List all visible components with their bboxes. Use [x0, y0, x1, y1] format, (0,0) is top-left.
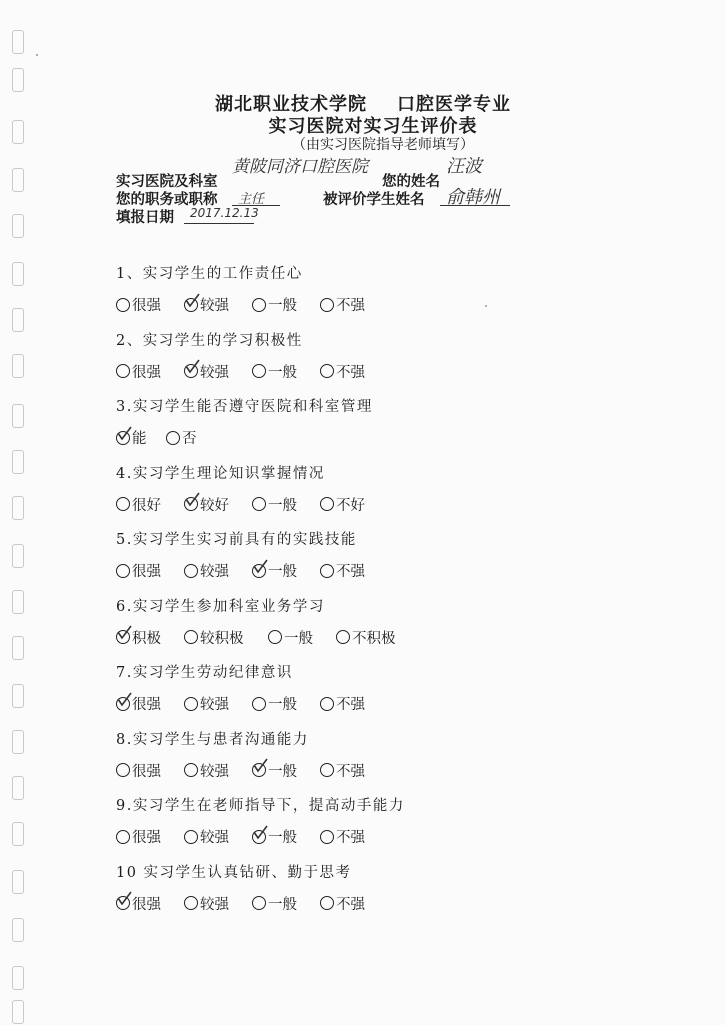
- hospital-value: 黄陂同济口腔医院: [232, 157, 368, 177]
- option-label: 一般: [268, 830, 297, 846]
- option-label: 积极: [132, 630, 161, 647]
- radio-circle[interactable]: [184, 298, 198, 312]
- binding-hole: [12, 684, 24, 708]
- binding-hole: [12, 214, 24, 238]
- option-很强[interactable]: [116, 760, 161, 781]
- checkmark-icon: [252, 758, 268, 774]
- binding-hole: [12, 450, 24, 474]
- option-不积极[interactable]: [336, 627, 396, 648]
- name-label: 您的姓名: [382, 173, 440, 190]
- date-value: 2017.12.13: [190, 206, 259, 220]
- binding-hole: [12, 822, 24, 846]
- option-一般[interactable]: [252, 893, 297, 914]
- question-label: 10 实习学生认真钻研、勤于思考: [116, 864, 352, 881]
- radio-circle[interactable]: [184, 697, 198, 711]
- student-label: 被评价学生姓名: [323, 191, 425, 208]
- option-label: 很强: [132, 697, 161, 713]
- binding-hole: [12, 636, 24, 660]
- option-label: 能: [132, 431, 147, 447]
- option-label: 较强: [200, 763, 229, 780]
- checkmark-icon: [116, 625, 132, 641]
- option-label: 较强: [200, 298, 229, 314]
- radio-circle[interactable]: [116, 763, 130, 777]
- student-value: 俞韩州: [446, 187, 500, 208]
- option-很强[interactable]: [116, 361, 161, 382]
- option-积极[interactable]: [116, 627, 161, 648]
- option-label: 较强: [200, 697, 229, 713]
- hospital-label: 实习医院及科室: [116, 173, 218, 190]
- radio-circle[interactable]: [320, 497, 334, 511]
- option-较强[interactable]: [184, 693, 229, 714]
- option-能[interactable]: [116, 427, 147, 448]
- option-一般[interactable]: [252, 361, 297, 382]
- option-label: 不强: [336, 830, 365, 846]
- student-underline: [440, 205, 510, 206]
- option-label: 较好: [200, 497, 229, 514]
- option-不强[interactable]: [320, 560, 365, 581]
- radio-circle[interactable]: [116, 564, 130, 578]
- option-label: 一般: [268, 697, 297, 713]
- binding-hole: [12, 776, 24, 800]
- question-label: 5.实习学生实习前具有的实践技能: [116, 532, 357, 548]
- radio-circle[interactable]: [184, 896, 198, 910]
- option-不强[interactable]: [320, 361, 365, 382]
- question-label: 3.实习学生能否遵守医院和科室管理: [116, 399, 373, 415]
- option-label: 不好: [336, 497, 365, 514]
- binding-hole: [12, 262, 24, 286]
- option-label: 一般: [284, 630, 313, 647]
- option-label: 很强: [132, 896, 161, 913]
- checkmark-icon: [116, 891, 132, 907]
- option-较积极[interactable]: [184, 627, 244, 648]
- name-value: 汪波: [446, 156, 482, 177]
- option-很好[interactable]: [116, 494, 161, 515]
- option-不强[interactable]: [320, 693, 365, 714]
- radio-circle[interactable]: [116, 497, 130, 511]
- radio-circle[interactable]: [184, 763, 198, 777]
- question-label: 2、实习学生的学习积极性: [116, 332, 303, 349]
- position-value: 主任: [238, 192, 265, 207]
- option-一般[interactable]: [252, 826, 297, 847]
- radio-circle[interactable]: [116, 697, 130, 711]
- radio-circle[interactable]: [252, 830, 266, 844]
- radio-circle[interactable]: [320, 763, 334, 777]
- option-较好[interactable]: [184, 494, 229, 515]
- option-label: 较强: [200, 830, 229, 846]
- option-label: 很强: [132, 364, 161, 381]
- major-name: 口腔医学专业: [397, 94, 511, 115]
- option-很强[interactable]: [116, 560, 161, 581]
- radio-circle[interactable]: [320, 564, 334, 578]
- binding-holes: [12, 30, 28, 1020]
- option-label: 不强: [336, 364, 365, 381]
- option-否[interactable]: [166, 427, 197, 448]
- binding-hole: [12, 730, 24, 754]
- question-label: 1、实习学生的工作责任心: [116, 266, 303, 282]
- binding-hole: [12, 918, 24, 942]
- option-一般[interactable]: [252, 760, 297, 781]
- radio-circle[interactable]: [116, 830, 130, 844]
- radio-circle[interactable]: [184, 364, 198, 378]
- option-很强[interactable]: [116, 294, 161, 315]
- checkmark-icon: [252, 825, 268, 841]
- option-label: 很强: [132, 298, 161, 314]
- date-underline: [184, 223, 254, 224]
- option-不强[interactable]: [320, 893, 365, 914]
- option-label: 不积极: [352, 630, 396, 647]
- option-一般[interactable]: [252, 560, 297, 581]
- radio-circle[interactable]: [252, 497, 266, 511]
- option-不好[interactable]: [320, 494, 365, 515]
- option-label: 较强: [200, 896, 229, 913]
- radio-circle[interactable]: [252, 564, 266, 578]
- option-很强[interactable]: [116, 826, 161, 847]
- radio-circle[interactable]: [252, 298, 266, 312]
- question-label: 9.实习学生在老师指导下，提高动手能力: [116, 798, 405, 814]
- speck: [36, 54, 38, 56]
- question-label: 6.实习学生参加科室业务学习: [116, 598, 325, 615]
- radio-circle[interactable]: [268, 630, 282, 644]
- radio-circle[interactable]: [320, 697, 334, 711]
- question-label: 8.实习学生与患者沟通能力: [116, 731, 309, 748]
- option-label: 较强: [200, 564, 229, 580]
- option-label: 较积极: [200, 630, 244, 647]
- binding-hole: [12, 544, 24, 568]
- question-label: 4.实习学生理论知识掌握情况: [116, 465, 325, 482]
- radio-circle[interactable]: [116, 298, 130, 312]
- radio-circle[interactable]: [252, 697, 266, 711]
- question-label: 7.实习学生劳动纪律意识: [116, 665, 293, 681]
- option-label: 很强: [132, 830, 161, 846]
- option-label: 很强: [132, 763, 161, 780]
- binding-hole: [12, 870, 24, 894]
- option-一般[interactable]: [252, 494, 297, 515]
- radio-circle[interactable]: [320, 298, 334, 312]
- option-不强[interactable]: [320, 826, 365, 847]
- option-很强[interactable]: [116, 693, 161, 714]
- option-label: 不强: [336, 697, 365, 713]
- option-一般[interactable]: [268, 627, 313, 648]
- binding-hole: [12, 354, 24, 378]
- option-较强[interactable]: [184, 560, 229, 581]
- binding-hole: [12, 1000, 24, 1024]
- radio-circle[interactable]: [116, 364, 130, 378]
- option-label: 一般: [268, 497, 297, 514]
- option-较强[interactable]: [184, 760, 229, 781]
- option-label: 不强: [336, 763, 365, 780]
- option-label: 不强: [336, 298, 365, 314]
- radio-circle[interactable]: [116, 431, 130, 445]
- radio-circle[interactable]: [116, 630, 130, 644]
- option-label: 很好: [132, 497, 161, 514]
- option-较强[interactable]: [184, 893, 229, 914]
- radio-circle[interactable]: [184, 630, 198, 644]
- radio-circle[interactable]: [252, 763, 266, 777]
- option-很强[interactable]: [116, 893, 161, 914]
- binding-hole: [12, 966, 24, 990]
- checkmark-icon: [184, 492, 200, 508]
- binding-hole: [12, 590, 24, 614]
- checkmark-icon: [116, 692, 132, 708]
- school-name: 湖北职业技术学院: [215, 94, 367, 115]
- radio-circle[interactable]: [166, 431, 180, 445]
- checkmark-icon: [184, 293, 200, 309]
- option-较强[interactable]: [184, 361, 229, 382]
- date-label: 填报日期: [116, 209, 174, 226]
- radio-circle[interactable]: [252, 364, 266, 378]
- option-较强[interactable]: [184, 294, 229, 315]
- option-label: 一般: [268, 298, 297, 314]
- radio-circle[interactable]: [184, 497, 198, 511]
- checkmark-icon: [184, 359, 200, 375]
- option-label: 一般: [268, 763, 297, 780]
- binding-hole: [12, 308, 24, 332]
- form-title: 实习医院对实习生评价表: [268, 116, 478, 137]
- form-subtitle: （由实习医院指导老师填写）: [292, 137, 474, 153]
- option-较强[interactable]: [184, 826, 229, 847]
- radio-circle[interactable]: [320, 364, 334, 378]
- binding-hole: [12, 496, 24, 520]
- radio-circle[interactable]: [320, 830, 334, 844]
- checkmark-icon: [252, 559, 268, 575]
- radio-circle[interactable]: [336, 630, 350, 644]
- binding-hole: [12, 68, 24, 92]
- radio-circle[interactable]: [184, 564, 198, 578]
- option-label: 很强: [132, 564, 161, 580]
- radio-circle[interactable]: [116, 896, 130, 910]
- binding-hole: [12, 30, 24, 54]
- option-label: 一般: [268, 564, 297, 580]
- binding-hole: [12, 404, 24, 428]
- option-label: 不强: [336, 896, 365, 913]
- radio-circle[interactable]: [184, 830, 198, 844]
- option-不强[interactable]: [320, 294, 365, 315]
- option-label: 一般: [268, 364, 297, 381]
- speck: [485, 305, 487, 307]
- option-label: 一般: [268, 896, 297, 913]
- radio-circle[interactable]: [252, 896, 266, 910]
- option-不强[interactable]: [320, 760, 365, 781]
- option-label: 否: [182, 431, 197, 447]
- option-label: 不强: [336, 564, 365, 580]
- option-label: 较强: [200, 364, 229, 381]
- binding-hole: [12, 168, 24, 192]
- radio-circle[interactable]: [320, 896, 334, 910]
- option-一般[interactable]: [252, 693, 297, 714]
- position-label: 您的职务或职称: [116, 191, 218, 208]
- option-一般[interactable]: [252, 294, 297, 315]
- checkmark-icon: [116, 426, 132, 442]
